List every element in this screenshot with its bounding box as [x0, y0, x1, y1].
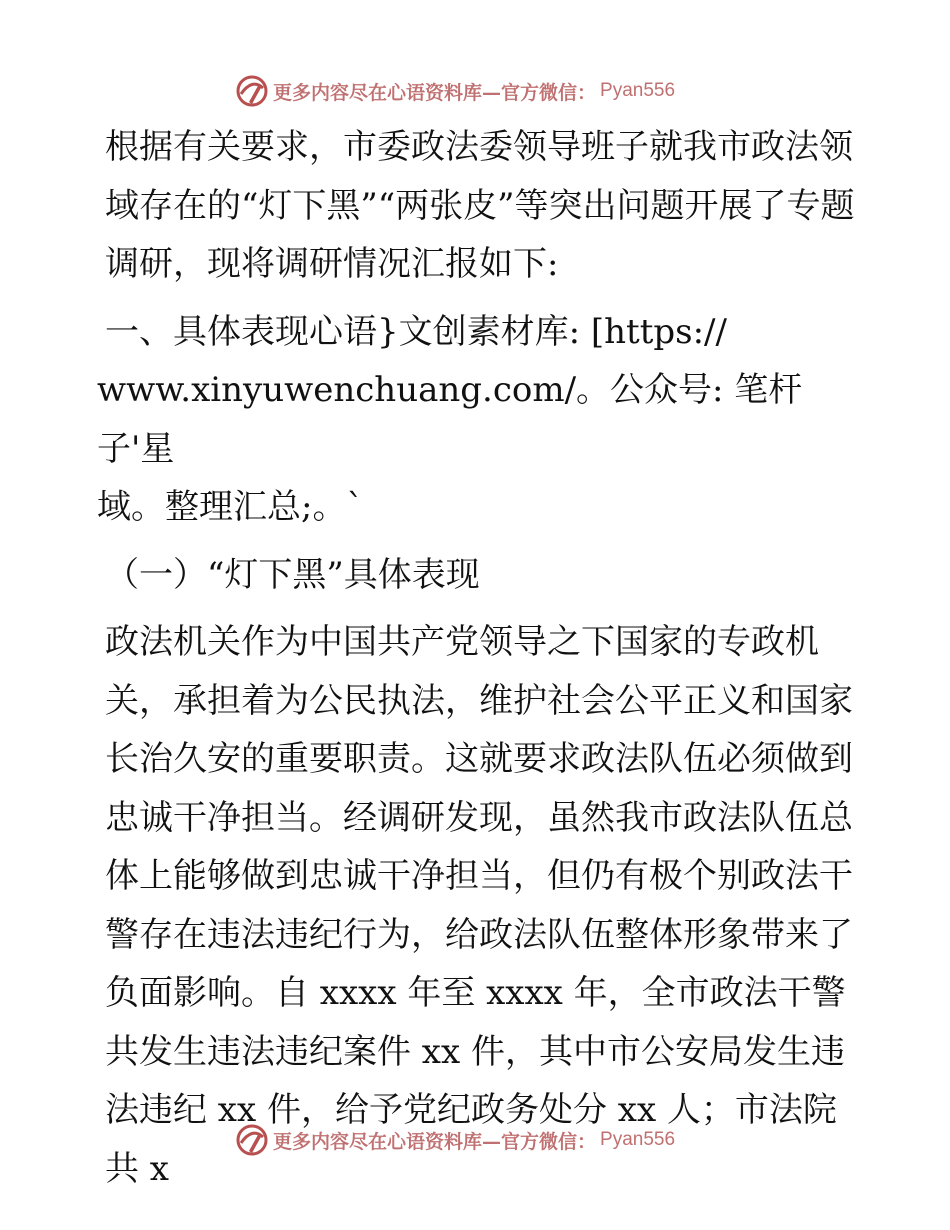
header-watermark — [235, 72, 675, 110]
pen-logo-icon — [235, 1123, 269, 1157]
footer-watermark — [235, 1121, 675, 1159]
intro-paragraph: 根据有关要求，市委政法委领导班子就我市政法领域存在的“灯下黑”“两张皮”等突出问题开展了专题调研，现将调研情况汇报如下: — [105, 127, 855, 284]
heading-1-line-3: 域。整理汇总;。` — [97, 487, 364, 527]
body-paragraph: 政法机关作为中国共产党领导之下国家的专政机关，承担着为公民执法，维护社会公平正义和国家长治久安的重要职责。这就要求政法队伍必须做到忠诚干净担当。经调研发现，虽然我市政法队伍总体上能够做到忠诚干净担当，但仍有极个别政法干警存在违法违纪行为，给政法队伍整体形象带来了负面影响。自 xxxx 年至 xxxx 年，全市政法干警共发生违法违纪案件 xx 件，其中市公安局发生违法违纪 xx 件，给予党纪政务处分 xx 人；市法院共 x — [105, 622, 853, 1189]
heading-1-line-1: 一、具体表现心语}文创素材库: [https:// — [105, 311, 727, 352]
watermark-text: 更多内容尽在心语资料库—官方微信： — [273, 81, 597, 104]
document-body — [97, 118, 857, 1198]
subheading-1: （一）“灯下黑”具体表现 — [105, 554, 480, 595]
watermark-text: 更多内容尽在心语资料库—官方微信： — [273, 1130, 597, 1153]
watermark-handle: Pyan556 — [600, 1129, 676, 1150]
pen-logo-icon — [235, 74, 269, 108]
heading-1-line-2: www.xinyuwenchuang.com/。公众号: 笔杆子'星 — [97, 370, 803, 469]
watermark-handle: Pyan556 — [600, 80, 676, 101]
